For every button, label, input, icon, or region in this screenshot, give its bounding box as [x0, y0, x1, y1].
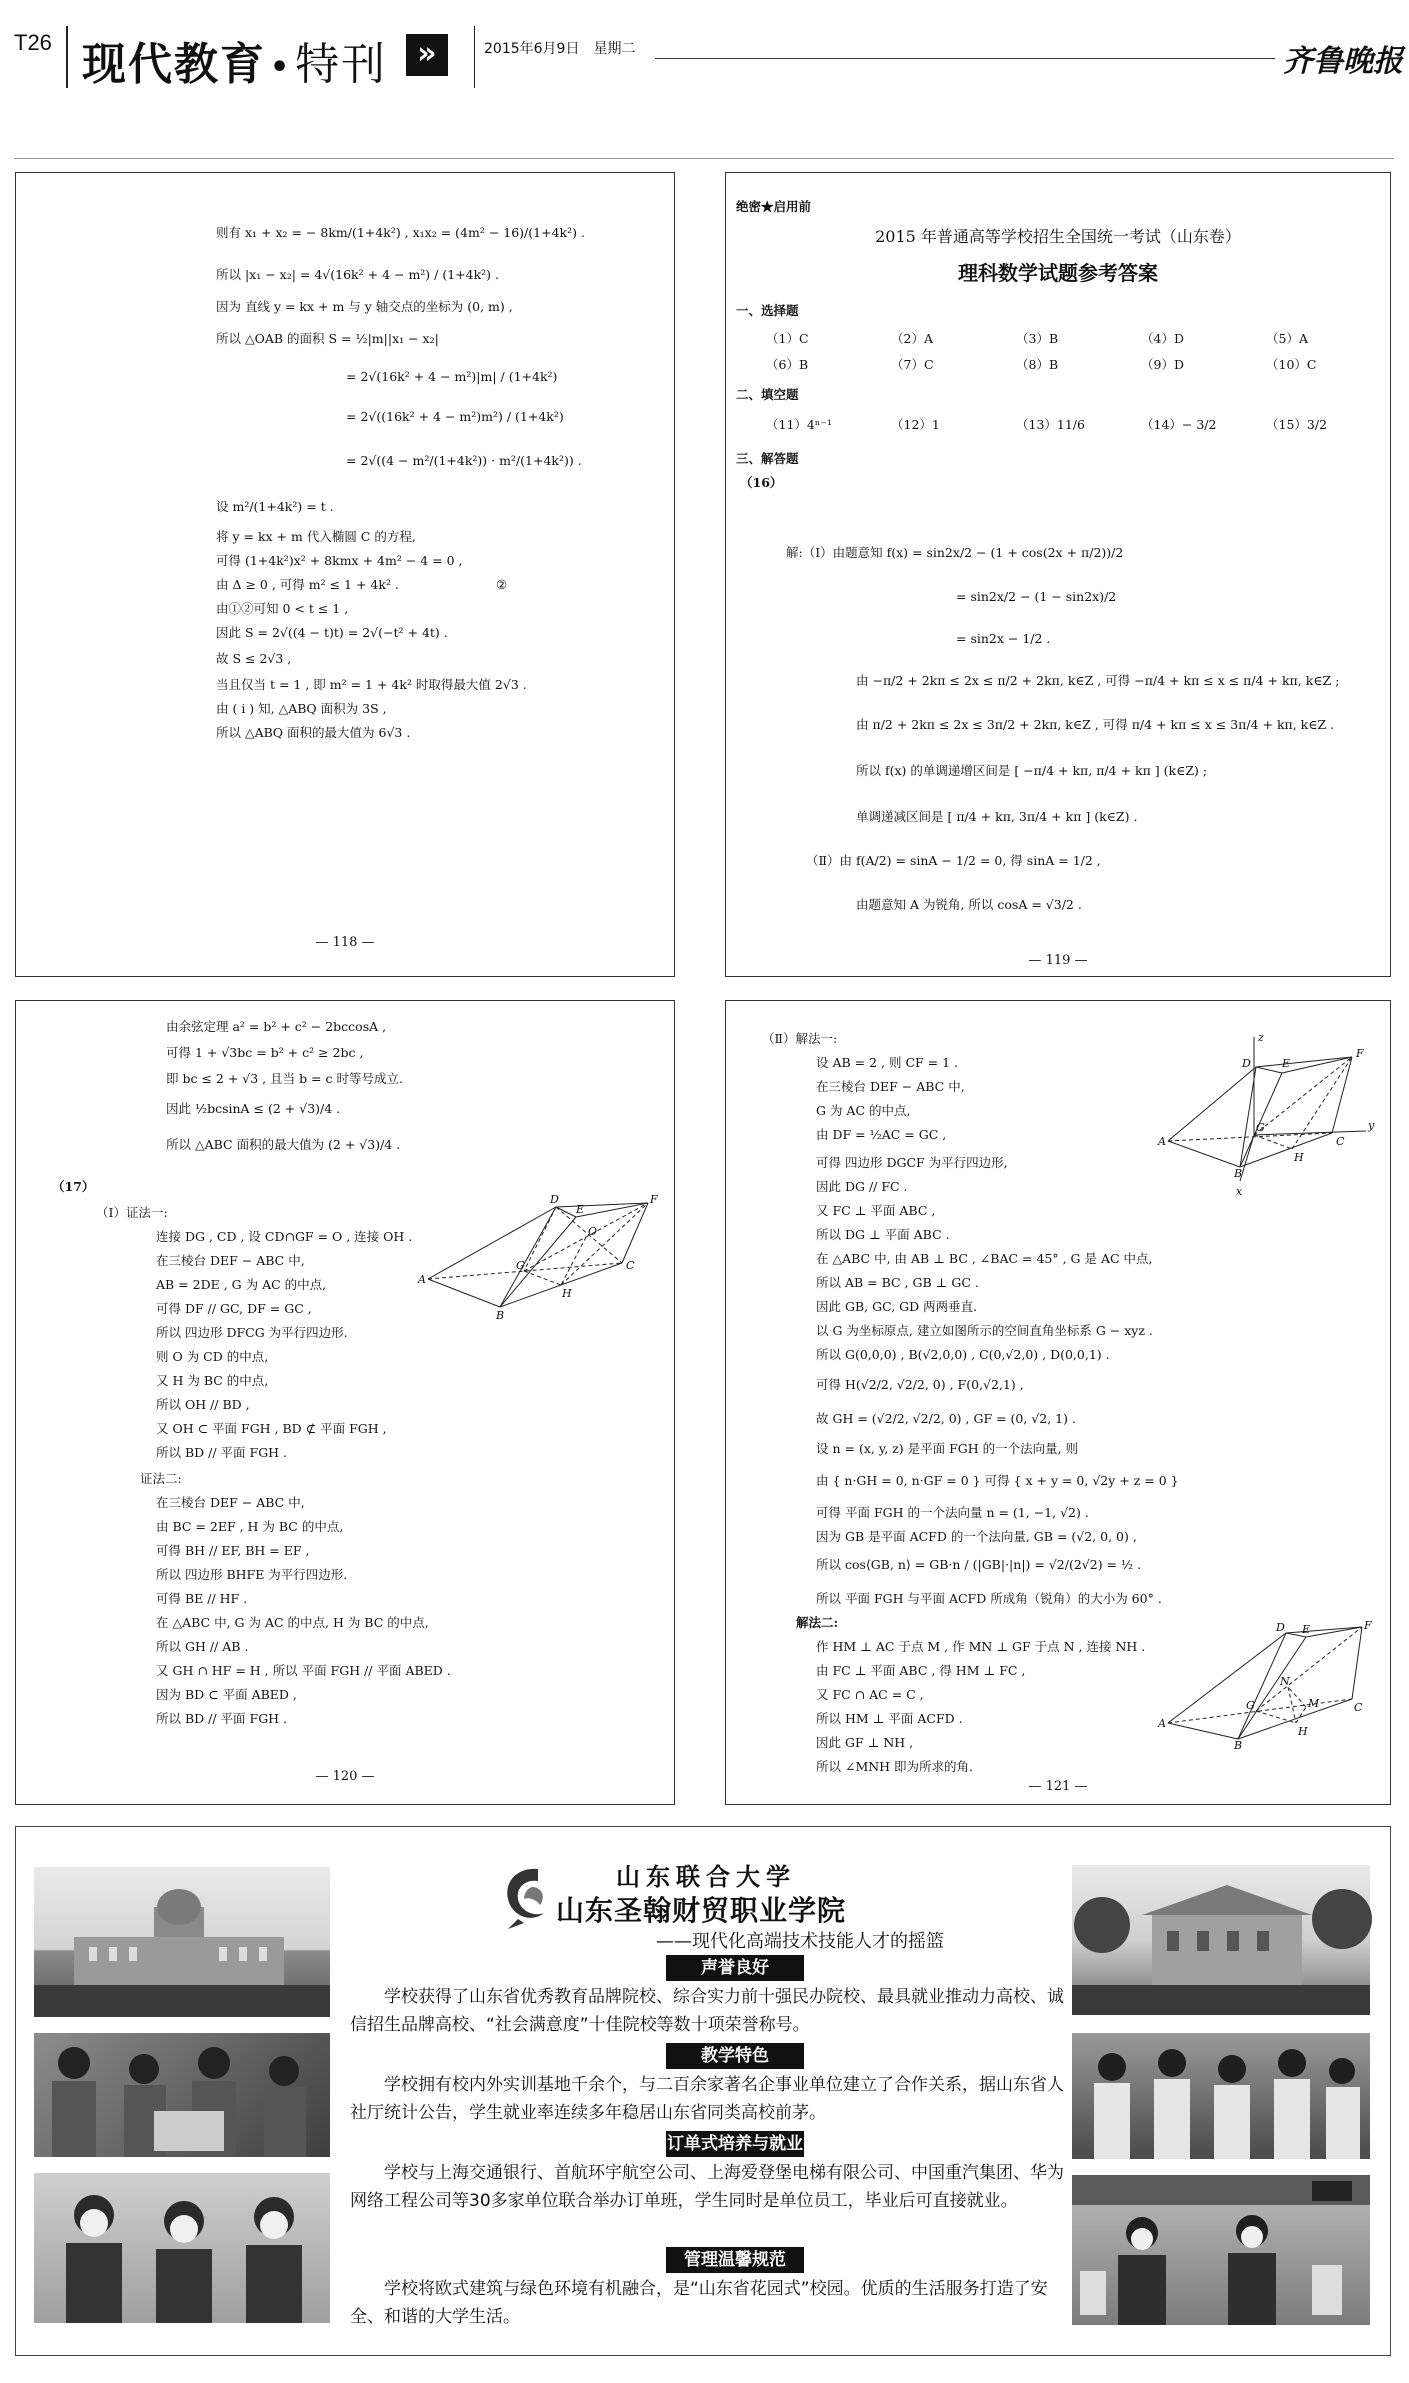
slogan: ——现代化高端技术技能人才的摇篮 — [656, 1931, 944, 1952]
vertex-label: C — [1354, 1701, 1363, 1714]
page-number: — 118 — — [315, 935, 375, 950]
text-line: 因此 DG // FC . — [816, 1179, 908, 1194]
text-line: 作 HM ⊥ AC 于点 M , 作 MN ⊥ GF 于点 N , 连接 NH . — [816, 1639, 1146, 1654]
vertex-label: M — [1308, 1697, 1320, 1710]
text-line: 由 −π/2 + 2kπ ≤ 2x ≤ π/2 + 2kπ, k∈Z , 可得 −π/4 + kπ ≤ x ≤ π/4 + kπ, k∈Z ; — [856, 673, 1340, 688]
text-line: 由 FC ⊥ 平面 ABC , 得 HM ⊥ FC , — [816, 1663, 1026, 1678]
text-line: G 为 AC 的中点, — [816, 1103, 911, 1118]
geometry-figure-coordinates — [1156, 1031, 1386, 1201]
text-line: 由余弦定理 a² = b² + c² − 2bccosA , — [166, 1019, 387, 1034]
answer-item: （5）A — [1266, 331, 1308, 346]
text-line: 在 △ABC 中, 由 AB ⊥ BC , ∠BAC = 45° , G 是 AC 中点, — [816, 1251, 1153, 1266]
exam-page-121 — [725, 1000, 1391, 1805]
text-line: 所以 |x₁ − x₂| = 4√(16k² + 4 − m²) / (1+4k²) . — [216, 267, 500, 282]
campus-building-photo — [34, 1867, 330, 2017]
vertex-label: A — [418, 1273, 426, 1286]
equation-tag: ② — [496, 577, 508, 592]
text-line: 可得 H(√2/2, √2/2, 0) , F(0,√2,1) , — [816, 1377, 1024, 1392]
answer-title: 理科数学试题参考答案 — [958, 261, 1158, 285]
university-advertisement — [15, 1826, 1391, 2356]
answer-item: （8）B — [1016, 357, 1059, 372]
vertex-label: D — [1242, 1057, 1251, 1070]
text-line: 又 GH ∩ HF = H , 所以 平面 FGH // 平面 ABED . — [156, 1663, 451, 1678]
text-line: 由 DF = ½AC = GC , — [816, 1127, 947, 1142]
answer-item: （4）D — [1141, 331, 1184, 346]
question-number: （17） — [52, 1179, 95, 1194]
vertex-label: F — [650, 1193, 658, 1206]
section-text: 学校将欧式建筑与绿色环境有机融合，是“山东省花园式”校园。优质的生活服务打造了安全、和谐的大学生活。 — [350, 2279, 1048, 2327]
vertex-label: H — [1294, 1151, 1304, 1164]
text-line: 即 bc ≤ 2 + √3 , 且当 b = c 时等号成立. — [166, 1071, 403, 1086]
text-line: 因为 直线 y = kx + m 与 y 轴交点的坐标为 (0, m) , — [216, 299, 513, 314]
text-line: 由 Δ ≥ 0 , 可得 m² ≤ 1 + 4k² . — [216, 577, 399, 592]
text-line: 设 n = (x, y, z) 是平面 FGH 的一个法向量, 则 — [816, 1441, 1079, 1456]
header-rule — [655, 58, 1275, 59]
vertex-label: A — [1158, 1135, 1166, 1148]
vertex-label: D — [550, 1193, 559, 1206]
european-building-photo — [1072, 1865, 1370, 2015]
vertex-label: O — [588, 1225, 598, 1238]
answer-item: （11）4ⁿ⁻¹ — [766, 417, 832, 432]
section-title: 声誉良好 — [666, 1955, 804, 1981]
uniformed-students-photo — [34, 2173, 330, 2323]
text-line: 可得 (1+4k²)x² + 8kmx + 4m² − 4 = 0 , — [216, 553, 463, 568]
text-line: （Ⅱ）解法一: — [762, 1031, 838, 1046]
text-line: 因此 GF ⊥ NH , — [816, 1735, 914, 1750]
double-arrow-icon: » — [406, 34, 448, 76]
page-number: T26 — [14, 30, 52, 55]
text-line: 在三棱台 DEF − ABC 中, — [156, 1253, 305, 1268]
text-line: 由①②可知 0 < t ≤ 1 , — [216, 601, 349, 616]
text-line: 当且仅当 t = 1 , 即 m² = 1 + 4k² 时取得最大值 2√3 . — [216, 677, 527, 692]
page-number: — 120 — — [315, 1769, 375, 1784]
text-line: 由 π/2 + 2kπ ≤ 2x ≤ 3π/2 + 2kπ, k∈Z , 可得 π/4 + kπ ≤ x ≤ 3π/4 + kπ, k∈Z . — [856, 717, 1335, 732]
answer-item: （13）11/6 — [1016, 417, 1085, 432]
text-line: 因为 GB 是平面 ACFD 的一个法向量, GB = (√2, 0, 0) , — [816, 1529, 1137, 1544]
vertex-label: B — [496, 1309, 505, 1322]
page-number: — 119 — — [1028, 953, 1088, 968]
vertex-label: E — [1282, 1057, 1291, 1070]
section-title: 订单式培养与就业 — [666, 2131, 804, 2157]
title-dot: • — [270, 49, 292, 85]
text-line: 单调递减区间是 [ π/4 + kπ, 3π/4 + kπ ] (k∈Z) . — [856, 809, 1138, 824]
section-text: 学校拥有校内外实训基地千余个，与二百余家著名企事业单位建立了合作关系，据山东省人社厅统计公告，学生就业率连续多年稳居山东省同类高校前茅。 — [350, 2075, 1064, 2123]
vertex-label: A — [1158, 1717, 1166, 1730]
text-line: 因此 S = 2√((4 − t)t) = 2√(−t² + 4t) . — [216, 625, 448, 640]
text-line: 所以 DG ⊥ 平面 ABC . — [816, 1227, 950, 1242]
text-line: = 2√((4 − m²/(1+4k²)) · m²/(1+4k²)) . — [346, 453, 582, 468]
answer-item: （9）D — [1141, 357, 1184, 372]
vertex-label: F — [1356, 1047, 1364, 1060]
text-line: = sin2x − 1/2 . — [956, 631, 1051, 646]
text-line: （Ⅰ）证法一: — [96, 1205, 168, 1220]
college-name: 山东圣翰财贸职业学院 — [556, 1894, 847, 1927]
vertex-label: D — [1276, 1621, 1285, 1634]
answer-item: （12）1 — [891, 417, 940, 432]
text-line: 所以 GH // AB . — [156, 1639, 249, 1654]
text-line: 因此 GB, GC, GD 两两垂直. — [816, 1299, 978, 1314]
text-line: 可得 平面 FGH 的一个法向量 n = (1, −1, √2) . — [816, 1505, 1089, 1520]
geometry-figure-angle — [1156, 1619, 1376, 1752]
answer-item: （3）B — [1016, 331, 1059, 346]
exam-page-119 — [725, 172, 1391, 977]
text-line: 又 H 为 BC 的中点, — [156, 1373, 269, 1388]
answer-item: （14）− 3/2 — [1141, 417, 1217, 432]
text-line: 由 BC = 2EF , H 为 BC 的中点, — [156, 1519, 344, 1534]
exam-page-118 — [15, 172, 675, 977]
text-line: 所以 △ABQ 面积的最大值为 6√3 . — [216, 725, 411, 740]
section-text: 学校与上海交通银行、首航环宇航空公司、上海爱登堡电梯有限公司、中国重汽集团、华为网络工程公司等30多家单位联合举办订单班，学生同时是单位员工，毕业后可直接就业。 — [350, 2163, 1064, 2211]
text-line: 可得 BH // EF, BH = EF , — [156, 1543, 310, 1558]
newspaper-logo: 齐鲁晚报 — [1283, 44, 1403, 79]
text-line: 故 S ≤ 2√3 , — [216, 651, 292, 666]
text-line: 所以 ∠MNH 即为所求的角. — [816, 1759, 974, 1774]
text-line: 将 y = kx + m 代入椭圆 C 的方程, — [216, 529, 416, 544]
text-line: 所以 HM ⊥ 平面 ACFD . — [816, 1711, 963, 1726]
vertex-label: F — [1364, 1619, 1372, 1632]
text-line: 所以 四边形 BHFE 为平行四边形. — [156, 1567, 348, 1582]
text-line: 所以 △ABC 面积的最大值为 (2 + √3)/4 . — [166, 1137, 401, 1152]
text-line: 以 G 为坐标原点, 建立如图所示的空间直角坐标系 G − xyz . — [816, 1323, 1153, 1338]
text-line: 在三棱台 DEF − ABC 中, — [156, 1495, 305, 1510]
text-line: 则有 x₁ + x₂ = − 8km/(1+4k²) , x₁x₂ = (4m² − 16)/(1+4k²) . — [216, 225, 585, 240]
text-line: 因为 BD ⊂ 平面 ABED , — [156, 1687, 297, 1702]
text-line: AB = 2DE , G 为 AC 的中点, — [156, 1277, 327, 1292]
axis-label: y — [1368, 1119, 1375, 1132]
text-line: 可得 1 + √3bc = b² + c² ≥ 2bc , — [166, 1045, 364, 1060]
text-line: 可得 DF // GC, DF = GC , — [156, 1301, 312, 1316]
vertex-label: G — [1256, 1121, 1265, 1134]
title-special: 特刊 — [295, 39, 388, 90]
answer-item: （6）B — [766, 357, 809, 372]
vertex-label: B — [1234, 1167, 1243, 1180]
question-number: （16） — [740, 475, 783, 490]
section-heading: 二、填空题 — [736, 387, 799, 402]
section-heading: 三、解答题 — [736, 451, 799, 466]
text-line: 所以 AB = BC , GB ⊥ GC . — [816, 1275, 979, 1290]
text-line: 又 FC ∩ AC = C , — [816, 1687, 924, 1702]
text-line: 由 ( ⅰ ) 知, △ABQ 面积为 3S , — [216, 701, 387, 716]
train-attendants-photo — [1072, 2175, 1370, 2325]
section-heading: 一、选择题 — [736, 303, 799, 318]
vertex-label: G — [1246, 1699, 1255, 1712]
section-title: 管理温馨规范 — [666, 2247, 804, 2273]
text-line: 所以 G(0,0,0) , B(√2,0,0) , C(0,√2,0) , D(0,0,1) . — [816, 1347, 1110, 1362]
axis-label: x — [1236, 1185, 1243, 1198]
top-rule — [14, 158, 1394, 159]
vertex-label: E — [1302, 1623, 1311, 1636]
vertex-label: E — [576, 1203, 585, 1216]
text-line: 可得 四边形 DGCF 为平行四边形, — [816, 1155, 1008, 1170]
vertex-label: B — [1234, 1739, 1243, 1752]
text-line: = sin2x/2 − (1 − sin2x)/2 — [956, 589, 1117, 604]
vertex-label: N — [1280, 1675, 1290, 1688]
answer-item: （15）3/2 — [1266, 417, 1328, 432]
text-line: 所以 OH // BD , — [156, 1397, 250, 1412]
publication-title — [82, 28, 387, 92]
vertex-label: H — [562, 1287, 572, 1300]
answer-item: （10）C — [1266, 357, 1317, 372]
text-line: 所以 f(x) 的单调递增区间是 [ −π/4 + kπ, π/4 + kπ ] (k∈Z) ; — [856, 763, 1208, 778]
vertex-label: H — [1298, 1725, 1308, 1738]
text-line: 在 △ABC 中, G 为 AC 的中点, H 为 BC 的中点, — [156, 1615, 429, 1630]
exam-page-120 — [15, 1000, 675, 1805]
text-line: 所以 平面 FGH 与平面 ACFD 所成角（锐角）的大小为 60° . — [816, 1591, 1162, 1606]
section-text: 学校获得了山东省优秀教育品牌院校、综合实力前十强民办院校、最具就业推动力高校、诚信招生品牌高校、“社会满意度”十佳院校等数十项荣誉称号。 — [350, 1987, 1064, 2035]
answer-item: （2）A — [891, 331, 933, 346]
text-line: 解法二: — [796, 1615, 839, 1630]
text-line: 设 AB = 2 , 则 CF = 1 . — [816, 1055, 959, 1070]
text-line: 在三棱台 DEF − ABC 中, — [816, 1079, 965, 1094]
title-main: 现代教育 — [82, 39, 266, 90]
text-line: 证法二: — [140, 1471, 182, 1486]
answer-item: （1）C — [766, 331, 809, 346]
text-line: 所以 △OAB 的面积 S = ½|m||x₁ − x₂| — [216, 331, 439, 346]
text-line: = 2√(16k² + 4 − m²)|m| / (1+4k²) — [346, 369, 558, 384]
university-name: 山东联合大学 — [616, 1863, 796, 1891]
text-line: 又 OH ⊂ 平面 FGH , BD ⊄ 平面 FGH , — [156, 1421, 387, 1436]
text-line: 所以 四边形 DFCG 为平行四边形. — [156, 1325, 348, 1340]
text-line: 所以 BD // 平面 FGH . — [156, 1445, 288, 1460]
text-line: = 2√((16k² + 4 − m²)m²) / (1+4k²) — [346, 409, 564, 424]
text-line: 由 { n·GH = 0, n·GF = 0 } 可得 { x + y = 0, √2y + z = 0 } — [816, 1473, 1179, 1488]
text-line: 所以 cos⟨GB, n⟩ = GB·n / (|GB|·|n|) = √2/(2√2) = ½ . — [816, 1557, 1142, 1572]
exam-title: 2015 年普通高等学校招生全国统一考试（山东卷） — [875, 227, 1241, 246]
text-line: 由题意知 A 为锐角, 所以 cosA = √3/2 . — [856, 897, 1082, 912]
text-line: 解:（Ⅰ）由题意知 f(x) = sin2x/2 − (1 + cos(2x + π/2))/2 — [786, 545, 1124, 560]
axis-label: z — [1258, 1031, 1264, 1044]
text-line: 所以 BD // 平面 FGH . — [156, 1711, 288, 1726]
divider — [474, 26, 475, 88]
section-title: 教学特色 — [666, 2043, 804, 2069]
issue-date: 2015年6月9日 星期二 — [484, 41, 636, 57]
text-line: 可得 BE // HF . — [156, 1591, 248, 1606]
text-line: 设 m²/(1+4k²) = t . — [216, 499, 334, 514]
text-line: 则 O 为 CD 的中点, — [156, 1349, 269, 1364]
masthead — [0, 0, 1409, 100]
students-lab-photo — [34, 2033, 330, 2157]
text-line: （Ⅱ）由 f(A/2) = sinA − 1/2 = 0, 得 sinA = 1/2 , — [806, 853, 1101, 868]
text-line: 连接 DG , CD , 设 CD∩GF = O , 连接 OH . — [156, 1229, 413, 1244]
vertex-label: G — [516, 1259, 525, 1272]
geometry-figure-frustum — [416, 1193, 656, 1323]
page-number: — 121 — — [1028, 1779, 1088, 1794]
divider — [66, 26, 68, 88]
mechanic-students-photo — [1072, 2033, 1370, 2159]
vertex-label: C — [1336, 1135, 1345, 1148]
text-line: 故 GH = (√2/2, √2/2, 0) , GF = (0, √2, 1) . — [816, 1411, 1076, 1426]
text-line: 因此 ½bcsinA ≤ (2 + √3)/4 . — [166, 1101, 341, 1116]
secret-label: 绝密★启用前 — [736, 199, 812, 214]
answer-item: （7）C — [891, 357, 934, 372]
vertex-label: C — [626, 1259, 635, 1272]
text-line: 又 FC ⊥ 平面 ABC , — [816, 1203, 936, 1218]
